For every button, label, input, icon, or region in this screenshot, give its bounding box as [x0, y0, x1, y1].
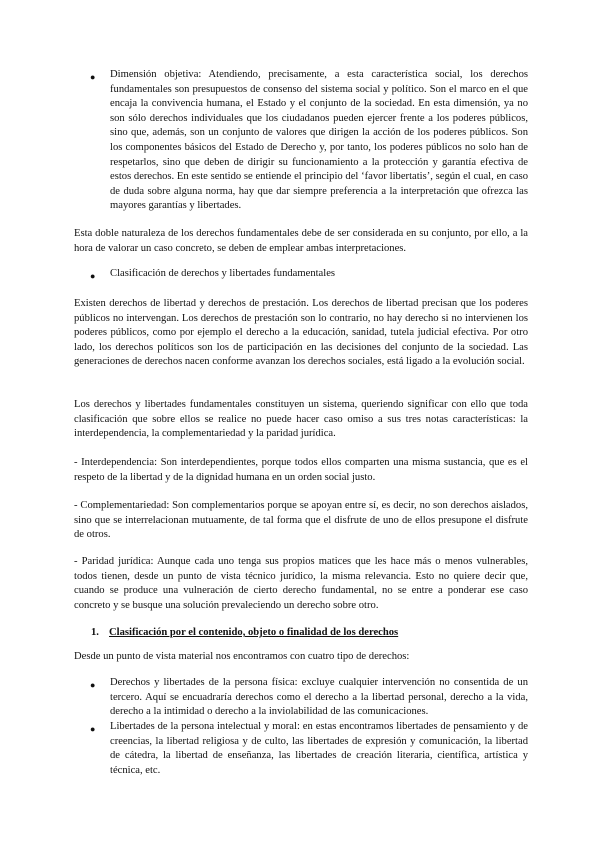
bullet-dot: ●: [90, 724, 96, 734]
paragraph-desde-punto-vista: Desde un punto de vista material nos encontramos con cuatro tipo de derechos:: [74, 651, 410, 662]
bullet-dot: ●: [90, 680, 96, 690]
paragraph-doble-naturaleza: Esta doble naturaleza de los derechos fundamentales debe de ser considerada en su conjunto, por ello, a la hora de valorar un caso concreto, se deben de emplear ambas interpretaciones.: [74, 228, 528, 254]
bullet-persona-intelectual: Libertades de la persona intelectual y moral: en estas encontramos libertades de pensamiento y de creencias, la libertad religiosa y de culto, las libertades de expresión y comunicación, la libertad de cátedra, la libertad de enseñanza, las libertades de creación literaria, científica, artística y técnica, etc.: [110, 721, 528, 776]
bullet-persona-fisica: Derechos y libertades de la persona física: excluye cualquier intervención no consentida de un tercero. Aquí se encuadraría derechos como el derecho a la libertad personal, derecho a la vida, derecho a la intimidad o derecho a la inviolabilidad de las comunicaciones.: [110, 677, 528, 718]
bullet-clasificacion: Clasificación de derechos y libertades fundamentales: [110, 268, 336, 279]
paragraph-sistema: Los derechos y libertades fundamentales constituyen un sistema, queriendo significar con ello que toda clasificación que sobre ellos se realice no puede hacer caso omiso a sus tres notas características: la interdependencia, la complementariedad y la paridad jurídica.: [74, 399, 528, 440]
heading-number: 1.: [91, 627, 99, 638]
bullet-dimension-objetiva: Dimensión objetiva: Atendiendo, precisamente, a esta característica social, los derechos fundamentales son presupuestos de consenso del sistema social y político. Son el marco en el que encaja la convivencia humana, el Estado y el conjunto de la sociedad. En esta dimensión, ya no son sólo derechos individuales que los ciudadanos pueden ejercer frente a los poderes públicos, sino que, además, son un conjunto de valores que dirigen la acción de los poderes públicos. Son los componentes básicos del Estado de Derecho y, por tanto, los poderes públicos no solo han de respetarlos, sino que deben de dirigir su funcionamiento a la protección y garantía efectiva de estos derechos. En este sentido se entiende el principio del ‘favor libertatis’, según el cual, en caso de duda sobre alguna norma, hay que dar siempre preferencia a la interpretación que ofrezca las mayores garantías y libertades.: [110, 69, 528, 212]
paragraph-existen-derechos: Existen derechos de libertad y derechos de prestación. Los derechos de libertad precisan que los poderes públicos no intervengan. Los derechos de prestación son lo contrario, no hay derecho si no intervienen los poderes públicos, como por ejemplo el derecho a la educación, sanidad, tutela judicial efectiva. Por otro lado, los derechos políticos son los de participación en las decisiones del conjunto de la sociedad. Las generaciones de derechos nacen conforme avanzan los derechos sociales, está ligado a la evolución social.: [74, 298, 528, 368]
bullet-dot: ●: [90, 72, 96, 82]
paragraph-paridad-juridica: - Paridad jurídica: Aunque cada uno tenga sus propios matices que les hace más o menos vulnerables, todos tienen, desde un punto de vista técnico jurídico, la misma relevancia. Esto no quiere decir que, cuando se produce una vulneración de cierto derecho fundamental, no se entre a ponderar ese caso concreto y se busque una solución prevaleciendo un derecho sobre otro.: [74, 556, 528, 611]
bullet-dot: ●: [90, 271, 96, 281]
section-heading: Clasificación por el contenido, objeto o finalidad de los derechos: [109, 627, 399, 638]
paragraph-interdependencia: - Interdependencia: Son interdependientes, porque todos ellos comparten una misma sustancia, que es el respeto de la libertad y de la dignidad humana en un orden social justo.: [74, 457, 528, 483]
paragraph-complementariedad: - Complementariedad: Son complementarios porque se apoyan entre sí, es decir, no son derechos aislados, sino que se interrelacionan mutuamente, de tal forma que el disfrute de uno de ellos presupone el disfrute de otros.: [74, 500, 528, 541]
